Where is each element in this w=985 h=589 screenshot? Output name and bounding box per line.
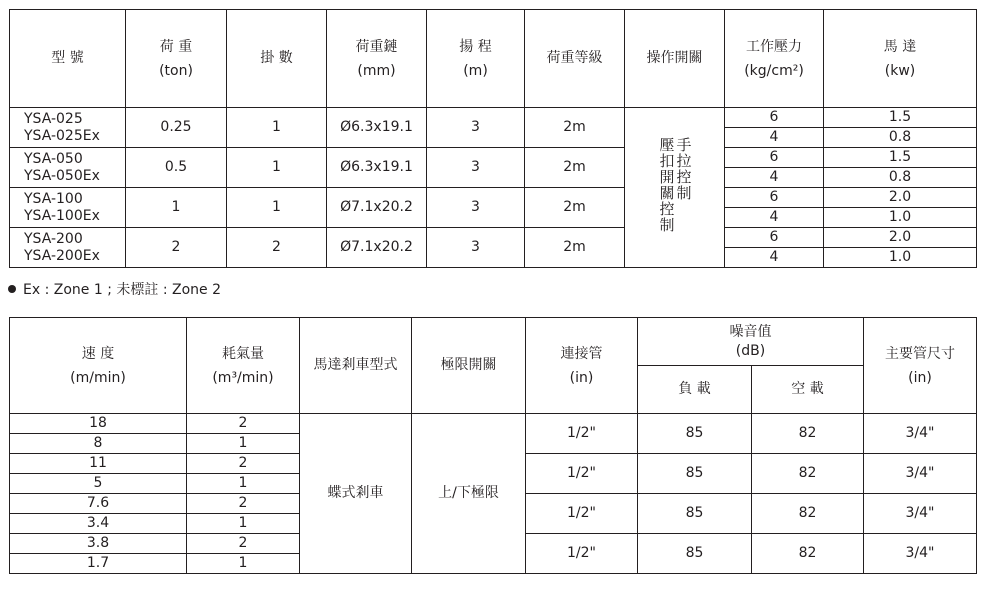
header-pipe: 連接管 (in) — [526, 318, 638, 414]
chain-cell: Ø6.3x19.1 — [327, 148, 427, 188]
table-row — [10, 188, 977, 208]
header-main-pipe: 主要管尺寸 (in) — [864, 318, 977, 414]
motor-cell: 1.0 — [824, 248, 977, 268]
main-pipe-cell: 3/4" — [864, 454, 977, 494]
header-brake: 馬達剎車型式 — [300, 318, 412, 414]
pipe-cell: 1/2" — [526, 454, 638, 494]
model-cell: YSA-100 YSA-100Ex — [10, 188, 126, 228]
model-cell: YSA-025 YSA-025Ex — [10, 108, 126, 148]
limit-cell: 上/下極限 — [412, 414, 526, 574]
noise-empty-cell: 82 — [752, 534, 864, 574]
pressure-cell: 4 — [725, 208, 824, 228]
load-class-cell: 2m — [525, 188, 625, 228]
table-row — [10, 108, 977, 128]
main-pipe-cell: 3/4" — [864, 494, 977, 534]
header-chain: 荷重鏈 (mm) — [327, 10, 427, 108]
load-cell: 1 — [126, 188, 227, 228]
air-cell: 2 — [187, 494, 300, 514]
load-class-cell: 2m — [525, 228, 625, 268]
lift-cell: 3 — [427, 108, 525, 148]
falls-cell: 2 — [227, 228, 327, 268]
air-cell: 2 — [187, 534, 300, 554]
air-cell: 2 — [187, 414, 300, 434]
lift-cell: 3 — [427, 228, 525, 268]
pipe-cell: 1/2" — [526, 534, 638, 574]
speed-cell: 11 — [10, 454, 187, 474]
table-row — [10, 228, 977, 248]
pipe-cell: 1/2" — [526, 494, 638, 534]
load-cell: 0.5 — [126, 148, 227, 188]
model-cell: YSA-200 YSA-200Ex — [10, 228, 126, 268]
motor-cell: 2.0 — [824, 188, 977, 208]
noise-empty-cell: 82 — [752, 414, 864, 454]
header-noise-empty: 空 載 — [752, 366, 864, 414]
model-cell: YSA-050 YSA-050Ex — [10, 148, 126, 188]
brake-cell: 蝶式剎車 — [300, 414, 412, 574]
table-row — [10, 148, 977, 168]
motor-cell: 1.0 — [824, 208, 977, 228]
pressure-cell: 4 — [725, 128, 824, 148]
header-load-class: 荷重等級 — [525, 10, 625, 108]
header-motor: 馬 達 (kw) — [824, 10, 977, 108]
motor-cell: 0.8 — [824, 128, 977, 148]
hoist-spec-table — [9, 9, 977, 268]
air-cell: 2 — [187, 454, 300, 474]
falls-cell: 1 — [227, 108, 327, 148]
chain-cell: Ø6.3x19.1 — [327, 108, 427, 148]
pressure-cell: 6 — [725, 188, 824, 208]
main-pipe-cell: 3/4" — [864, 414, 977, 454]
bullet-dot-icon — [8, 285, 16, 293]
pressure-cell: 6 — [725, 148, 824, 168]
air-cell: 1 — [187, 514, 300, 534]
header-noise-load: 負 載 — [638, 366, 752, 414]
speed-cell: 3.4 — [10, 514, 187, 534]
speed-cell: 5 — [10, 474, 187, 494]
header-speed: 速 度 (m/min) — [10, 318, 187, 414]
noise-load-cell: 85 — [638, 414, 752, 454]
speed-cell: 1.7 — [10, 554, 187, 574]
falls-cell: 1 — [227, 188, 327, 228]
pressure-cell: 4 — [725, 168, 824, 188]
header-control: 操作開關 — [625, 10, 725, 108]
speed-cell: 7.6 — [10, 494, 187, 514]
air-cell: 1 — [187, 554, 300, 574]
table1-header-row — [10, 10, 977, 108]
motor-cell: 1.5 — [824, 148, 977, 168]
falls-cell: 1 — [227, 148, 327, 188]
header-falls: 掛 數 — [227, 10, 327, 108]
zone-note — [8, 281, 221, 299]
air-cell: 1 — [187, 474, 300, 494]
motor-cell: 1.5 — [824, 108, 977, 128]
noise-empty-cell: 82 — [752, 454, 864, 494]
speed-cell: 3.8 — [10, 534, 187, 554]
air-cell: 1 — [187, 434, 300, 454]
header-noise: 噪音值 (dB) — [638, 318, 864, 366]
header-load: 荷 重 (ton) — [126, 10, 227, 108]
noise-load-cell: 85 — [638, 454, 752, 494]
header-lift: 揚 程 (m) — [427, 10, 525, 108]
speed-cell: 18 — [10, 414, 187, 434]
zone-note-text: Ex : Zone 1 ; 未標註 : Zone 2 — [23, 282, 221, 298]
lift-cell: 3 — [427, 188, 525, 228]
lift-cell: 3 — [427, 148, 525, 188]
pressure-cell: 6 — [725, 228, 824, 248]
chain-cell: Ø7.1x20.2 — [327, 188, 427, 228]
pipe-cell: 1/2" — [526, 414, 638, 454]
pressure-cell: 6 — [725, 108, 824, 128]
table-row — [10, 414, 977, 434]
load-cell: 0.25 — [126, 108, 227, 148]
header-limit: 極限開關 — [412, 318, 526, 414]
header-air: 耗氣量 (m³/min) — [187, 318, 300, 414]
load-cell: 2 — [126, 228, 227, 268]
load-class-cell: 2m — [525, 108, 625, 148]
control-cell — [625, 108, 725, 268]
performance-table — [9, 317, 977, 574]
main-pipe-cell: 3/4" — [864, 534, 977, 574]
header-model: 型 號 — [10, 10, 126, 108]
motor-cell: 2.0 — [824, 228, 977, 248]
table2-header-row — [10, 318, 977, 366]
noise-load-cell: 85 — [638, 494, 752, 534]
header-pressure: 工作壓力 (kg/cm²) — [725, 10, 824, 108]
chain-cell: Ø7.1x20.2 — [327, 228, 427, 268]
pressure-cell: 4 — [725, 248, 824, 268]
noise-load-cell: 85 — [638, 534, 752, 574]
motor-cell: 0.8 — [824, 168, 977, 188]
noise-empty-cell: 82 — [752, 494, 864, 534]
control-text: 手拉控制 壓扣開關控制 — [657, 136, 693, 233]
load-class-cell: 2m — [525, 148, 625, 188]
speed-cell: 8 — [10, 434, 187, 454]
